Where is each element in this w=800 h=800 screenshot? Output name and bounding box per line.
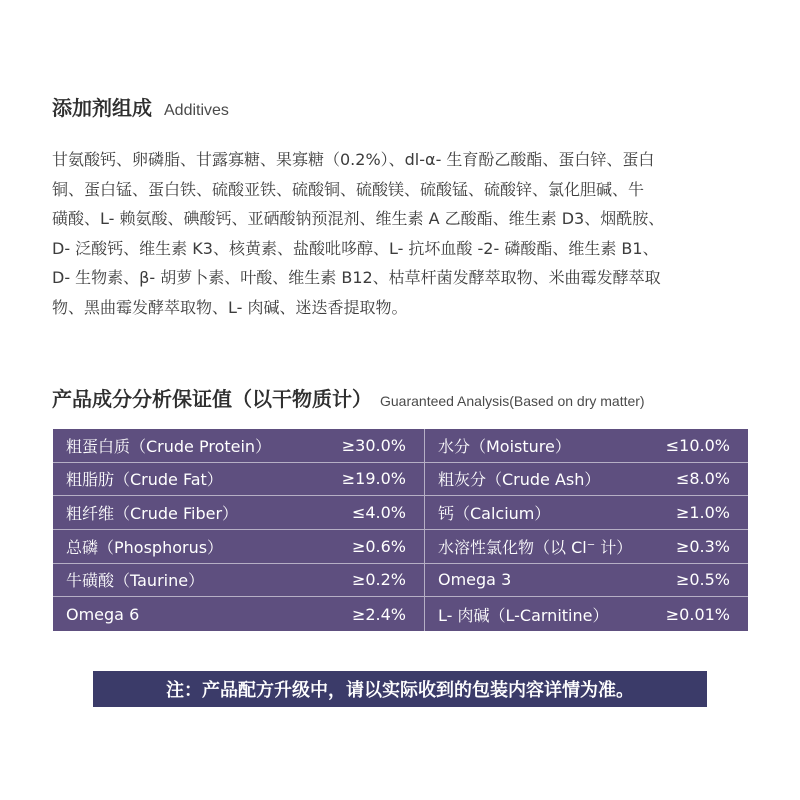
analysis-heading <box>52 383 645 412</box>
analysis-cell-crude-protein <box>53 429 425 463</box>
notice-text: 注：产品配方升级中，请以实际收到的包装内容详情为准。 <box>166 680 634 701</box>
nutrient-value: ≥0.01% <box>665 604 730 624</box>
additives-heading <box>52 92 229 121</box>
additives-title-en: Additives <box>164 102 229 119</box>
formula-upgrade-notice <box>93 671 707 707</box>
nutrient-value: ≤8.0% <box>675 469 730 489</box>
nutrient-value: ≤10.0% <box>665 435 730 455</box>
nutrient-label: 总磷（Phosphorus） <box>66 537 224 557</box>
nutrient-value: ≥1.0% <box>675 503 730 523</box>
nutrient-label: Omega 3 <box>438 570 512 590</box>
nutrient-value: ≥0.5% <box>675 570 730 590</box>
nutrient-value: ≥30.0% <box>341 435 406 455</box>
analysis-cell-moisture <box>425 429 748 463</box>
additives-line: 物、黑曲霉发酵萃取物、L- 肉碱、迷迭香提取物。 <box>52 297 408 317</box>
nutrient-label: 水溶性氯化物（以 Cl⁻ 计） <box>438 537 633 557</box>
analysis-title-en: Guaranteed Analysis(Based on dry matter) <box>380 393 645 409</box>
analysis-cell-calcium <box>425 496 748 530</box>
nutrient-value: ≤4.0% <box>351 503 406 523</box>
nutrient-label: 水分（Moisture） <box>438 436 571 456</box>
nutrient-value: ≥0.3% <box>675 536 730 556</box>
analysis-cell-chloride <box>425 530 748 564</box>
nutrient-label: 粗脂肪（Crude Fat） <box>66 470 223 490</box>
nutrient-value: ≥2.4% <box>351 604 406 624</box>
additives-line: 磺酸、L- 赖氨酸、碘酸钙、亚硒酸钠预混剂、维生素 A 乙酸酯、维生素 D3、烟酰胺、 <box>52 209 665 228</box>
nutrient-label: 牛磺酸（Taurine） <box>66 571 205 591</box>
analysis-cell-phosphorus <box>53 530 425 564</box>
nutrient-label: L- 肉碱（L-Carnitine） <box>438 605 609 625</box>
additives-line: D- 生物素、β- 胡萝卜素、叶酸、维生素 B12、枯草杆菌发酵萃取物、米曲霉发酵萃取 <box>52 268 661 287</box>
nutrient-value: ≥0.6% <box>351 536 406 556</box>
nutrient-label: 粗灰分（Crude Ash） <box>438 470 601 490</box>
nutrient-label: 钙（Calcium） <box>438 504 551 524</box>
additives-line: D- 泛酸钙、维生素 K3、核黄素、盐酸吡哆醇、L- 抗坏血酸 -2- 磷酸酯、维生素 B1、 <box>52 238 659 258</box>
additives-line: 铜、蛋白锰、蛋白铁、硫酸亚铁、硫酸铜、硫酸镁、硫酸锰、硫酸锌、氯化胆碱、牛 <box>52 179 645 199</box>
nutrient-value: ≥19.0% <box>341 469 406 489</box>
additives-list <box>52 145 752 322</box>
analysis-cell-omega-6 <box>53 597 425 631</box>
analysis-cell-taurine <box>53 564 425 598</box>
analysis-cell-crude-ash <box>425 463 748 497</box>
nutrient-label: Omega 6 <box>66 604 140 624</box>
additives-line: 甘氨酸钙、卵磷脂、甘露寡糖、果寡糖（0.2%）、dl-α- 生育酚乙酸酯、蛋白锌、蛋白 <box>52 150 655 169</box>
additives-title-zh: 添加剂组成 <box>52 96 152 120</box>
analysis-title-zh: 产品成分分析保证值（以干物质计） <box>52 387 372 411</box>
analysis-cell-omega-3 <box>425 564 748 598</box>
analysis-cell-crude-fat <box>53 463 425 497</box>
nutrient-value: ≥0.2% <box>351 570 406 590</box>
guaranteed-analysis-table <box>53 429 748 631</box>
nutrient-label: 粗蛋白质（Crude Protein） <box>66 436 272 456</box>
analysis-cell-l-carnitine <box>425 597 748 631</box>
analysis-cell-crude-fiber <box>53 496 425 530</box>
nutrient-label: 粗纤维（Crude Fiber） <box>66 504 239 524</box>
